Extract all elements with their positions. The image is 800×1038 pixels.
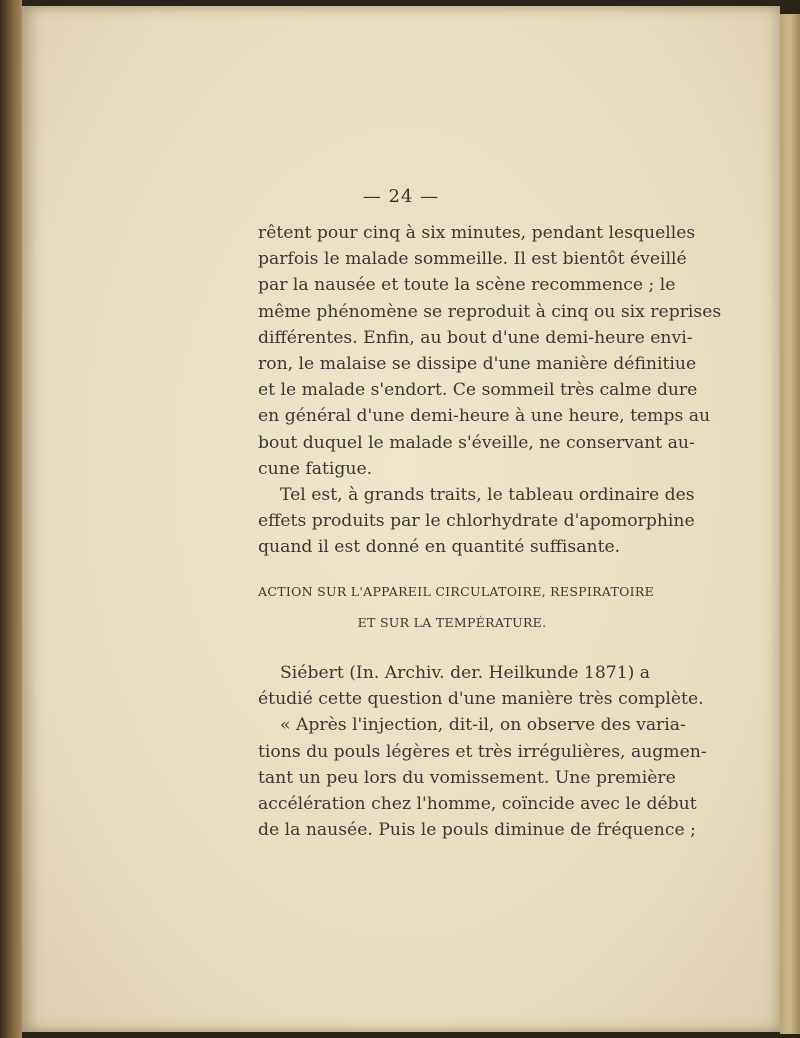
text-line: quand il est donné en quantité suffisante.	[258, 537, 621, 558]
text-line: cune fatigue.	[258, 458, 373, 479]
text-line: « Après l'injection, dit-il, on observe des varia-	[280, 715, 686, 736]
text-line: différentes. Enfin, au bout d'une demi-heure envi-	[258, 327, 693, 348]
text-line: rêtent pour cinq à six minutes, pendant lesquelles	[258, 223, 696, 243]
text-line: bout duquel le malade s'éveille, ne conservant au-	[258, 432, 695, 453]
text-line: ron, le malaise se dissipe d'une manière définitiue	[258, 353, 697, 374]
text-line: accélération chez l'homme, coïncide avec le début	[258, 793, 697, 814]
text-line: même phénomène se reproduit à cinq ou six reprises	[258, 301, 722, 322]
text-line: Siébert (In. Archiv. der. Heilkunde 1871) a	[280, 663, 651, 683]
text-line: en général d'une demi-heure à une heure, temps au	[258, 406, 711, 427]
text-line: tions du pouls légères et très irrégulières, augmen-	[258, 741, 707, 762]
section-heading-continued: ET SUR LA TEMPÉRATURE.	[357, 615, 547, 630]
text-line: de la nausée. Puis le pouls diminue de fréquence ;	[258, 820, 696, 841]
body-text-top	[258, 220, 722, 560]
book-spine-edge	[0, 0, 22, 1038]
next-page-edge	[780, 14, 800, 1034]
section-heading: ACTION SUR L'APPAREIL CIRCULATOIRE, RESPIRATOIRE	[258, 584, 655, 599]
text-line: parfois le malade sommeille. Il est bientôt éveillé	[258, 249, 687, 270]
text-line: Tel est, à grands traits, le tableau ordinaire des	[280, 484, 695, 505]
text-line: par la nausée et toute la scène recommence ; le	[258, 275, 676, 296]
page-number: — 24 —	[362, 186, 440, 207]
text-line: tant un peu lors du vomissement. Une première	[258, 767, 676, 788]
book-page	[22, 6, 780, 1032]
text-line: et le malade s'endort. Ce sommeil très calme dure	[258, 380, 698, 401]
text-line: étudié cette question d'une manière très complète.	[258, 689, 704, 710]
text-line: effets produits par le chlorhydrate d'apomorphine	[258, 511, 695, 532]
body-text-bottom	[258, 660, 707, 843]
